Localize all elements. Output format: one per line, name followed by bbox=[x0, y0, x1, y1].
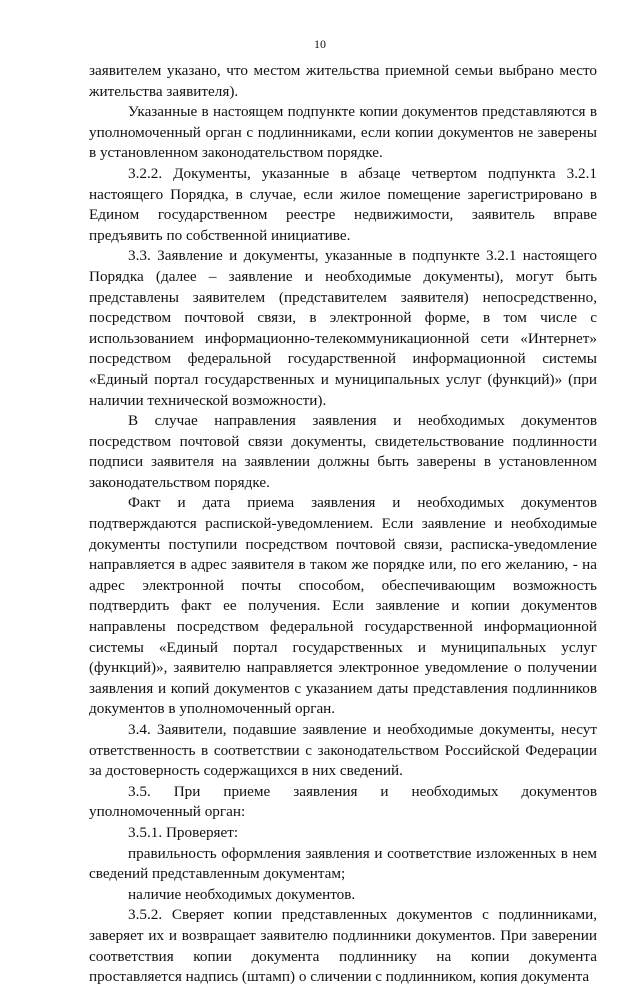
paragraph: заявителем указано, что местом жительства приемной семьи выбрано место жительства заявителя). bbox=[89, 62, 597, 100]
page-number: 10 bbox=[314, 37, 326, 51]
paragraph: В случае направления заявления и необходимых документов посредством почтовой связи документы, свидетельствование подлинности подписи заявителя на заявлении должны быть заверены в установленном законодательством порядке. bbox=[89, 412, 597, 491]
paragraph: 3.5. При приеме заявления и необходимых документов уполномоченный орган: bbox=[89, 782, 597, 821]
document-body bbox=[89, 61, 597, 988]
paragraph: Факт и дата приема заявления и необходимых документов подтверждаются распиской-уведомлением. Если заявление и необходимые документы поступили посредством почтовой связи, расписка-уведомление направляется в адрес заявителя в таком же порядке или, по его желанию, - на адрес электронной почты способом, обеспечивающим возможность подтвердить факт ее получения. Если заявление и копии документов направлены посредством федеральной государственной информационной системы «Единый портал государственных и муниципальных услуг (функций)», заявителю направляется электронное уведомление о получении заявления и копий документов с указанием даты представления подлинников документов в уполномоченный орган. bbox=[89, 494, 597, 718]
paragraph: правильность оформления заявления и соответствие изложенных в нем сведений представленным документам; bbox=[89, 844, 597, 883]
paragraph: Указанные в настоящем подпункте копии документов представляются в уполномоченный орган с подлинниками, если копии документов не заверены в установленном законодательством порядке. bbox=[89, 103, 597, 162]
paragraph: наличие необходимых документов. bbox=[128, 885, 356, 903]
paragraph: 3.4. Заявители, подавшие заявление и необходимые документы, несут ответственность в соответствии с законодательством Российской Федерации за достоверность содержащихся в них сведений. bbox=[89, 721, 597, 780]
paragraph: 3.5.1. Проверяет: bbox=[128, 823, 239, 841]
paragraph: 3.2.2. Документы, указанные в абзаце четвертом подпункта 3.2.1 настоящего Порядка, в случае, если жилое помещение зарегистрировано в Едином государственном реестре недвижимости, заявитель вправе предъявить по собственной инициативе. bbox=[89, 164, 597, 244]
paragraph: 3.3. Заявление и документы, указанные в подпункте 3.2.1 настоящего Порядка (далее – заявление и необходимые документы), могут быть представлены заявителем (представителем заявителя) непосредственно, посредством почтовой связи, в электронной форме, в том числе с использованием информационно-телекоммуникационной сети «Интернет» посредством федеральной государственной информационной системы «Единый портал государственных и муниципальных услуг (функций)» (при наличии технической возможности). bbox=[89, 247, 597, 409]
paragraph: 3.5.2. Сверяет копии представленных документов с подлинниками, заверяет их и возвращает заявителю подлинники документов. При заверении соответствия копии документа подлиннику на копии документа проставляется надпись (штамп) о сличении с подлинником, копия документа bbox=[89, 906, 597, 986]
